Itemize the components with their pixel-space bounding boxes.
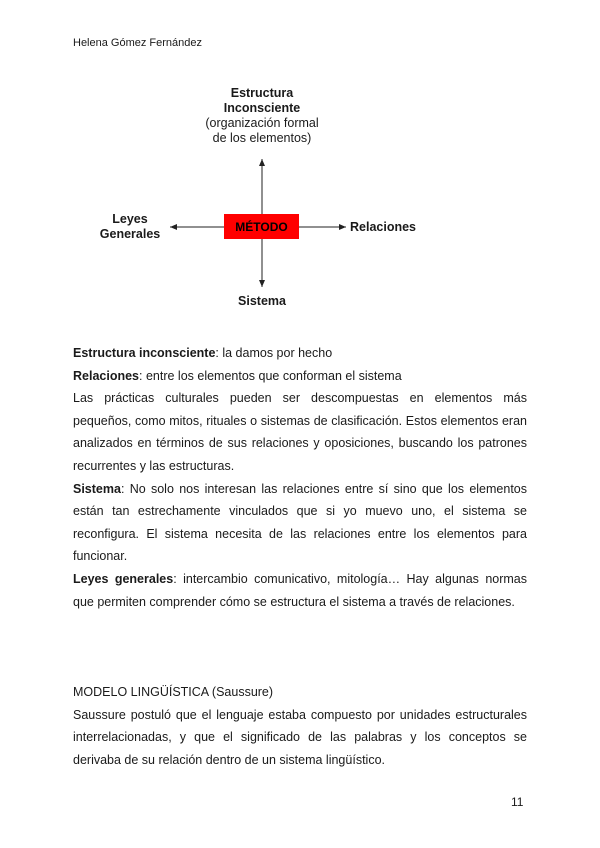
def-estructura <box>73 342 527 365</box>
running-header: Helena Gómez Fernández <box>73 37 203 49</box>
term-sistema: Sistema <box>73 481 121 496</box>
section-modelo-linguistico <box>73 681 527 771</box>
para-practicas: Las prácticas culturales pueden ser descompuestas en elementos más pequeños, como mitos, rituales o sistemas de clasificación. Estos elementos eran analizados en términos de sus relaciones y oposiciones, buscando los patrones recurrentes y las estructuras. <box>73 391 527 473</box>
label-sistema: Sistema <box>238 294 286 308</box>
text-leyes: : intercambio comunicativo, mitología… Hay algunas normas que permiten comprender cómo se estructura el sistema a través de relaciones. <box>73 571 527 609</box>
label-top-line2: Inconsciente <box>223 101 301 115</box>
label-leyes-generales <box>90 212 170 242</box>
term-relaciones: Relaciones <box>73 368 140 383</box>
diagram-arrows <box>0 0 600 330</box>
section-paragraph: Saussure postuló que el lenguaje estaba compuesto por unidades estructurales interrelacionadas, y que el significado de las palabras y los conceptos se derivaba de su relación dentro de un sistema lingüístico. <box>73 707 527 767</box>
def-leyes <box>73 568 527 613</box>
label-top-line1: Estructura <box>230 86 294 100</box>
metodo-box: MÉTODO <box>224 214 299 239</box>
label-estructura-inconsciente <box>187 86 337 146</box>
section-heading: MODELO LINGÜÍSTICA (Saussure) <box>73 685 274 699</box>
label-relaciones: Relaciones <box>350 220 417 234</box>
term-leyes: Leyes generales <box>73 571 174 586</box>
text-sistema: : No solo nos interesan las relaciones entre sí sino que los elementos están tan estrechamente vinculados que si yo muevo uno, el sistema se reconfigura. El sistema necesita de las relaciones entre los elementos para funcionar. <box>73 481 527 564</box>
page-number: 11 <box>511 795 524 809</box>
label-top-sub2: de los elementos) <box>212 131 312 145</box>
definitions-block <box>73 342 527 613</box>
label-left-line2: Generales <box>99 227 161 241</box>
method-diagram <box>0 0 600 330</box>
def-sistema <box>73 478 527 568</box>
label-left-line1: Leyes <box>112 212 148 226</box>
def-relaciones <box>73 365 527 388</box>
text-relaciones: : entre los elementos que conforman el sistema <box>139 368 402 383</box>
label-top-sub1: (organización formal <box>205 116 319 130</box>
text-estructura: : la damos por hecho <box>215 346 333 360</box>
term-estructura: Estructura inconsciente <box>73 346 216 360</box>
